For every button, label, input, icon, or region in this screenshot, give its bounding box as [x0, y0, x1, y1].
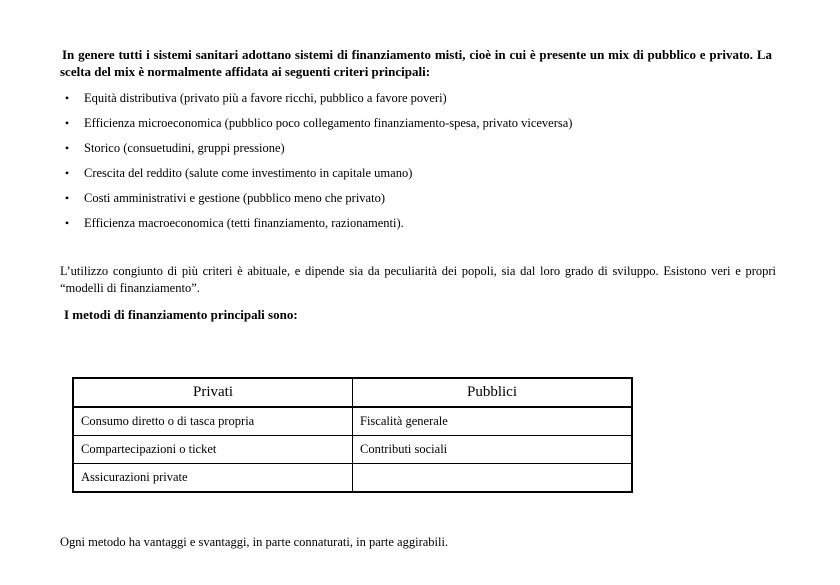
- table-row: [73, 407, 632, 436]
- cell-public: Contributi sociali: [353, 436, 633, 464]
- table-header-row: [73, 378, 632, 407]
- criterion-text: Equità distributiva (privato più a favore ricchi, pubblico a favore poveri): [84, 91, 447, 105]
- list-item: [60, 188, 780, 213]
- criterion-text: Costi amministrativi e gestione (pubblico meno che privato): [84, 191, 385, 205]
- usage-paragraph: L’utilizzo congiunto di più criteri è abituale, e dipende sia da peculiarità dei popoli, sia dal loro grado di sviluppo. Esistono veri e propri “modelli di finanziamento”.: [60, 264, 776, 295]
- bullet-icon: •: [64, 116, 70, 130]
- criterion-text: Crescita del reddito (salute come investimento in capitale umano): [84, 166, 413, 180]
- list-item: [60, 213, 780, 238]
- cell-private: Assicurazioni private: [73, 464, 353, 493]
- bullet-icon: •: [64, 141, 70, 155]
- cell-private: Consumo diretto o di tasca propria: [73, 407, 353, 436]
- list-item: [60, 113, 780, 138]
- cell-public: Fiscalità generale: [353, 407, 633, 436]
- header-private: Privati: [73, 378, 353, 407]
- criterion-text: Storico (consuetudini, gruppi pressione): [84, 141, 285, 155]
- criteria-list: [60, 88, 780, 238]
- intro-paragraph: In genere tutti i sistemi sanitari adottano sistemi di finanziamento misti, cioè in cui è presente un mix di pubblico e privato. La scelta del mix è normalmente affidata ai seguenti criteri principali:: [60, 47, 772, 79]
- methods-table: [72, 377, 633, 493]
- methods-title: I metodi di finanziamento principali sono:: [64, 307, 298, 322]
- header-public: Pubblici: [353, 378, 633, 407]
- table-row: [73, 436, 632, 464]
- list-item: [60, 163, 780, 188]
- bullet-icon: •: [64, 191, 70, 205]
- criterion-text: Efficienza microeconomica (pubblico poco collegamento finanziamento-spesa, privato viceversa): [84, 116, 573, 130]
- criterion-text: Efficienza macroeconomica (tetti finanziamento, razionamenti).: [84, 216, 404, 230]
- bullet-icon: •: [64, 91, 70, 105]
- cell-public: [353, 464, 633, 493]
- bullet-icon: •: [64, 216, 70, 230]
- closing-paragraph: Ogni metodo ha vantaggi e svantaggi, in parte connaturati, in parte aggirabili.: [60, 535, 449, 549]
- list-item: [60, 138, 780, 163]
- bullet-icon: •: [64, 166, 70, 180]
- table-row: [73, 464, 632, 493]
- list-item: [60, 88, 780, 113]
- cell-private: Compartecipazioni o ticket: [73, 436, 353, 464]
